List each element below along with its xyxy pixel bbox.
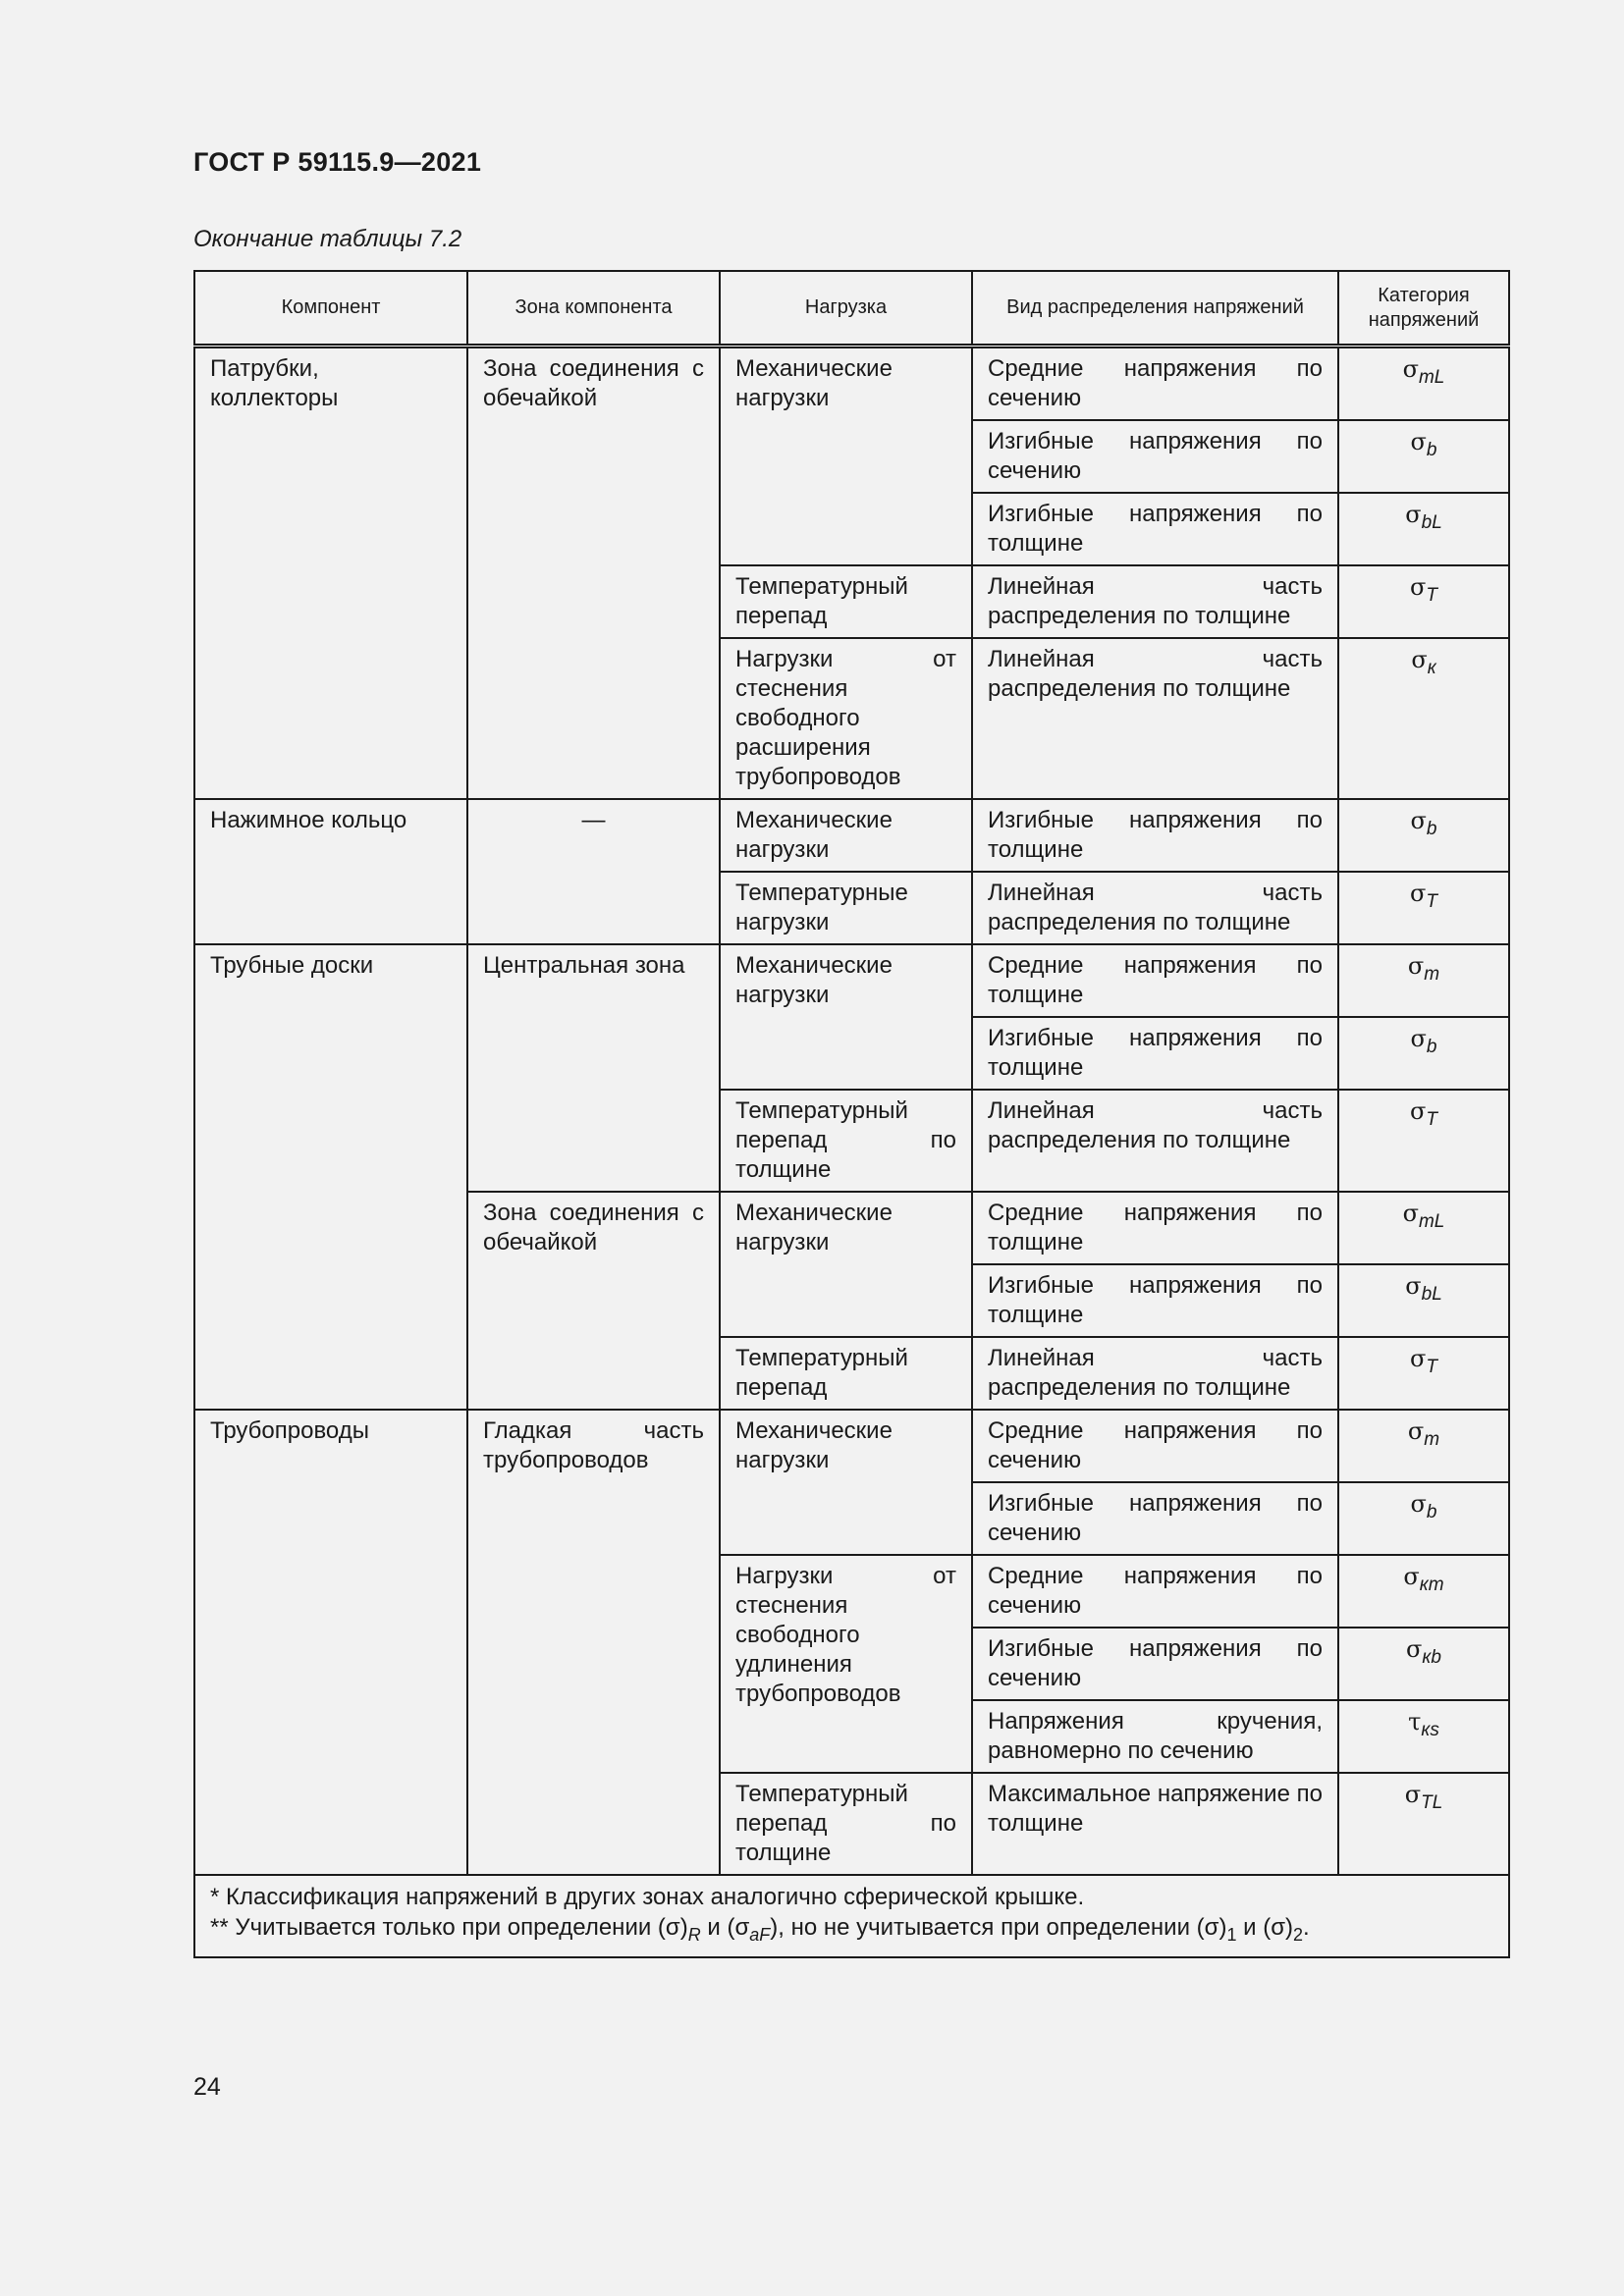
load-cell: Нагрузки от стеснения свободного расширения трубопроводов	[720, 638, 972, 799]
category-subscript: T	[1426, 890, 1437, 912]
category-cell	[1338, 1700, 1509, 1773]
tau-symbol: τ	[1408, 1708, 1422, 1735]
category-cell	[1338, 493, 1509, 565]
distribution-cell: Изгибные напряжения по толщине	[972, 493, 1338, 565]
category-subscript: mL	[1418, 1210, 1445, 1232]
distribution-cell: Линейная часть распределения по толщине	[972, 872, 1338, 944]
zone-cell: Зона соединения с обечайкой	[467, 347, 720, 800]
load-cell: Механические нагрузки	[720, 799, 972, 872]
distribution-cell: Линейная часть распределения по толщине	[972, 565, 1338, 638]
footnote-2-subscript: aF	[749, 1924, 771, 1945]
category-subscript: TL	[1421, 1791, 1443, 1813]
component-cell: Трубные доски	[194, 944, 467, 1410]
category-subscript: bL	[1421, 1283, 1442, 1305]
distribution-cell: Средние напряжения по толщине	[972, 1192, 1338, 1264]
load-cell: Механические нагрузки	[720, 944, 972, 1090]
header-zone: Зона компонента	[467, 271, 720, 347]
sigma-symbol: σ	[1410, 573, 1427, 601]
distribution-cell: Линейная часть распределения по толщине	[972, 638, 1338, 799]
distribution-cell: Линейная часть распределения по толщине	[972, 1337, 1338, 1410]
category-subscript: b	[1426, 1036, 1437, 1057]
distribution-cell: Линейная часть распределения по толщине	[972, 1090, 1338, 1192]
category-cell	[1338, 872, 1509, 944]
category-subscript: T	[1426, 1356, 1437, 1377]
footnote-2-text-part: ** Учитывается только при определении (σ)	[210, 1914, 688, 1941]
category-cell	[1338, 1337, 1509, 1410]
footnote-2-text-part: и (σ)	[1236, 1914, 1293, 1941]
category-subscript: кm	[1419, 1574, 1444, 1595]
category-cell	[1338, 944, 1509, 1017]
load-cell: Температурные нагрузки	[720, 872, 972, 944]
sigma-symbol: σ	[1410, 1097, 1427, 1125]
category-cell	[1338, 1628, 1509, 1700]
category-cell	[1338, 638, 1509, 799]
distribution-cell: Изгибные напряжения по толщине	[972, 1264, 1338, 1337]
stress-category-table	[193, 270, 1510, 1958]
category-subscript: bL	[1421, 511, 1442, 533]
distribution-cell: Максимальное напряжение по толщине	[972, 1773, 1338, 1875]
footnote-2-subscript: 1	[1226, 1924, 1237, 1945]
header-distribution: Вид распределения напряжений	[972, 271, 1338, 347]
footnote-2-subscript: 2	[1293, 1924, 1304, 1945]
category-cell	[1338, 1773, 1509, 1875]
category-subscript: T	[1426, 584, 1437, 606]
sigma-symbol: σ	[1405, 1272, 1422, 1300]
category-cell	[1338, 1264, 1509, 1337]
zone-cell: —	[467, 799, 720, 944]
header-load: Нагрузка	[720, 271, 972, 347]
table-header-row	[194, 271, 1509, 347]
distribution-cell: Средние напряжения по сечению	[972, 1555, 1338, 1628]
footnote-2-text-part: ), но не учитывается при определении (σ)	[770, 1914, 1227, 1941]
sigma-symbol: σ	[1410, 428, 1427, 455]
sigma-symbol: σ	[1410, 807, 1427, 834]
table-row	[194, 1410, 1509, 1482]
component-cell: Патрубки, коллекторы	[194, 347, 467, 800]
footnote-1: * Классификация напряжений в других зонах аналогично сферической крышке.	[210, 1884, 1085, 1910]
category-subscript: b	[1426, 439, 1437, 460]
table-caption: Окончание таблицы 7.2	[193, 226, 462, 252]
distribution-cell: Изгибные напряжения по сечению	[972, 1628, 1338, 1700]
document-code: ГОСТ Р 59115.9—2021	[193, 147, 482, 177]
category-cell	[1338, 1017, 1509, 1090]
footnote-2-text-part: и (σ	[700, 1914, 750, 1941]
sigma-symbol: σ	[1402, 355, 1419, 383]
sigma-symbol: σ	[1410, 880, 1427, 907]
category-cell	[1338, 347, 1509, 421]
sigma-symbol: σ	[1410, 1345, 1427, 1372]
sigma-symbol: σ	[1406, 1635, 1423, 1663]
sigma-symbol: σ	[1405, 501, 1422, 528]
sigma-symbol: σ	[1404, 1781, 1422, 1808]
sigma-symbol: σ	[1411, 646, 1428, 673]
distribution-cell: Средние напряжения по сечению	[972, 1410, 1338, 1482]
sigma-symbol: σ	[1407, 952, 1425, 980]
distribution-cell: Изгибные напряжения по толщине	[972, 1017, 1338, 1090]
load-cell: Температурный перепад	[720, 565, 972, 638]
distribution-cell: Средние напряжения по сечению	[972, 347, 1338, 421]
category-cell	[1338, 1410, 1509, 1482]
category-cell	[1338, 565, 1509, 638]
category-subscript: к	[1427, 657, 1436, 678]
distribution-cell: Средние напряжения по толщине	[972, 944, 1338, 1017]
component-cell: Трубопроводы	[194, 1410, 467, 1875]
footnote-2-text-part: .	[1303, 1914, 1310, 1941]
zone-cell: Центральная зона	[467, 944, 720, 1192]
load-cell: Механические нагрузки	[720, 1192, 972, 1337]
sigma-symbol: σ	[1410, 1490, 1427, 1518]
sigma-symbol: σ	[1402, 1200, 1419, 1227]
load-cell: Температурный перепад	[720, 1337, 972, 1410]
header-category: Категория напряжений	[1338, 271, 1509, 347]
sigma-symbol: σ	[1403, 1563, 1420, 1590]
category-subscript: кb	[1422, 1646, 1441, 1668]
category-subscript: m	[1424, 963, 1440, 985]
header-component: Компонент	[194, 271, 467, 347]
notes-row	[194, 1875, 1509, 1957]
component-cell: Нажимное кольцо	[194, 799, 467, 944]
category-subscript: m	[1424, 1428, 1440, 1450]
load-cell: Температурный перепад по толщине	[720, 1773, 972, 1875]
footnote-2	[210, 1912, 1493, 1950]
category-cell	[1338, 420, 1509, 493]
category-subscript: T	[1426, 1108, 1437, 1130]
zone-cell: Гладкая часть трубопроводов	[467, 1410, 720, 1875]
table-row	[194, 799, 1509, 872]
category-cell	[1338, 1482, 1509, 1555]
sigma-symbol: σ	[1407, 1417, 1425, 1445]
load-cell: Механические нагрузки	[720, 1410, 972, 1555]
load-cell: Температурный перепад по толщине	[720, 1090, 972, 1192]
category-subscript: b	[1426, 1501, 1437, 1522]
distribution-cell: Напряжения кручения, равномерно по сечению	[972, 1700, 1338, 1773]
load-cell: Механические нагрузки	[720, 347, 972, 566]
distribution-cell: Изгибные напряжения по сечению	[972, 420, 1338, 493]
category-cell	[1338, 1090, 1509, 1192]
zone-cell: Зона соединения с обечайкой	[467, 1192, 720, 1410]
notes-cell	[194, 1875, 1509, 1957]
distribution-cell: Изгибные напряжения по сечению	[972, 1482, 1338, 1555]
sigma-symbol: σ	[1410, 1025, 1427, 1052]
category-cell	[1338, 1555, 1509, 1628]
page-number: 24	[193, 2073, 221, 2101]
footnote-2-subscript: R	[687, 1924, 701, 1945]
table-row	[194, 347, 1509, 421]
category-subscript: b	[1426, 818, 1437, 839]
distribution-cell: Изгибные напряжения по толщине	[972, 799, 1338, 872]
load-cell: Нагрузки от стеснения свободного удлинения трубопроводов	[720, 1555, 972, 1773]
category-subscript: кs	[1421, 1719, 1439, 1740]
category-cell	[1338, 1192, 1509, 1264]
category-cell	[1338, 799, 1509, 872]
table-row	[194, 944, 1509, 1017]
category-subscript: mL	[1418, 366, 1445, 388]
